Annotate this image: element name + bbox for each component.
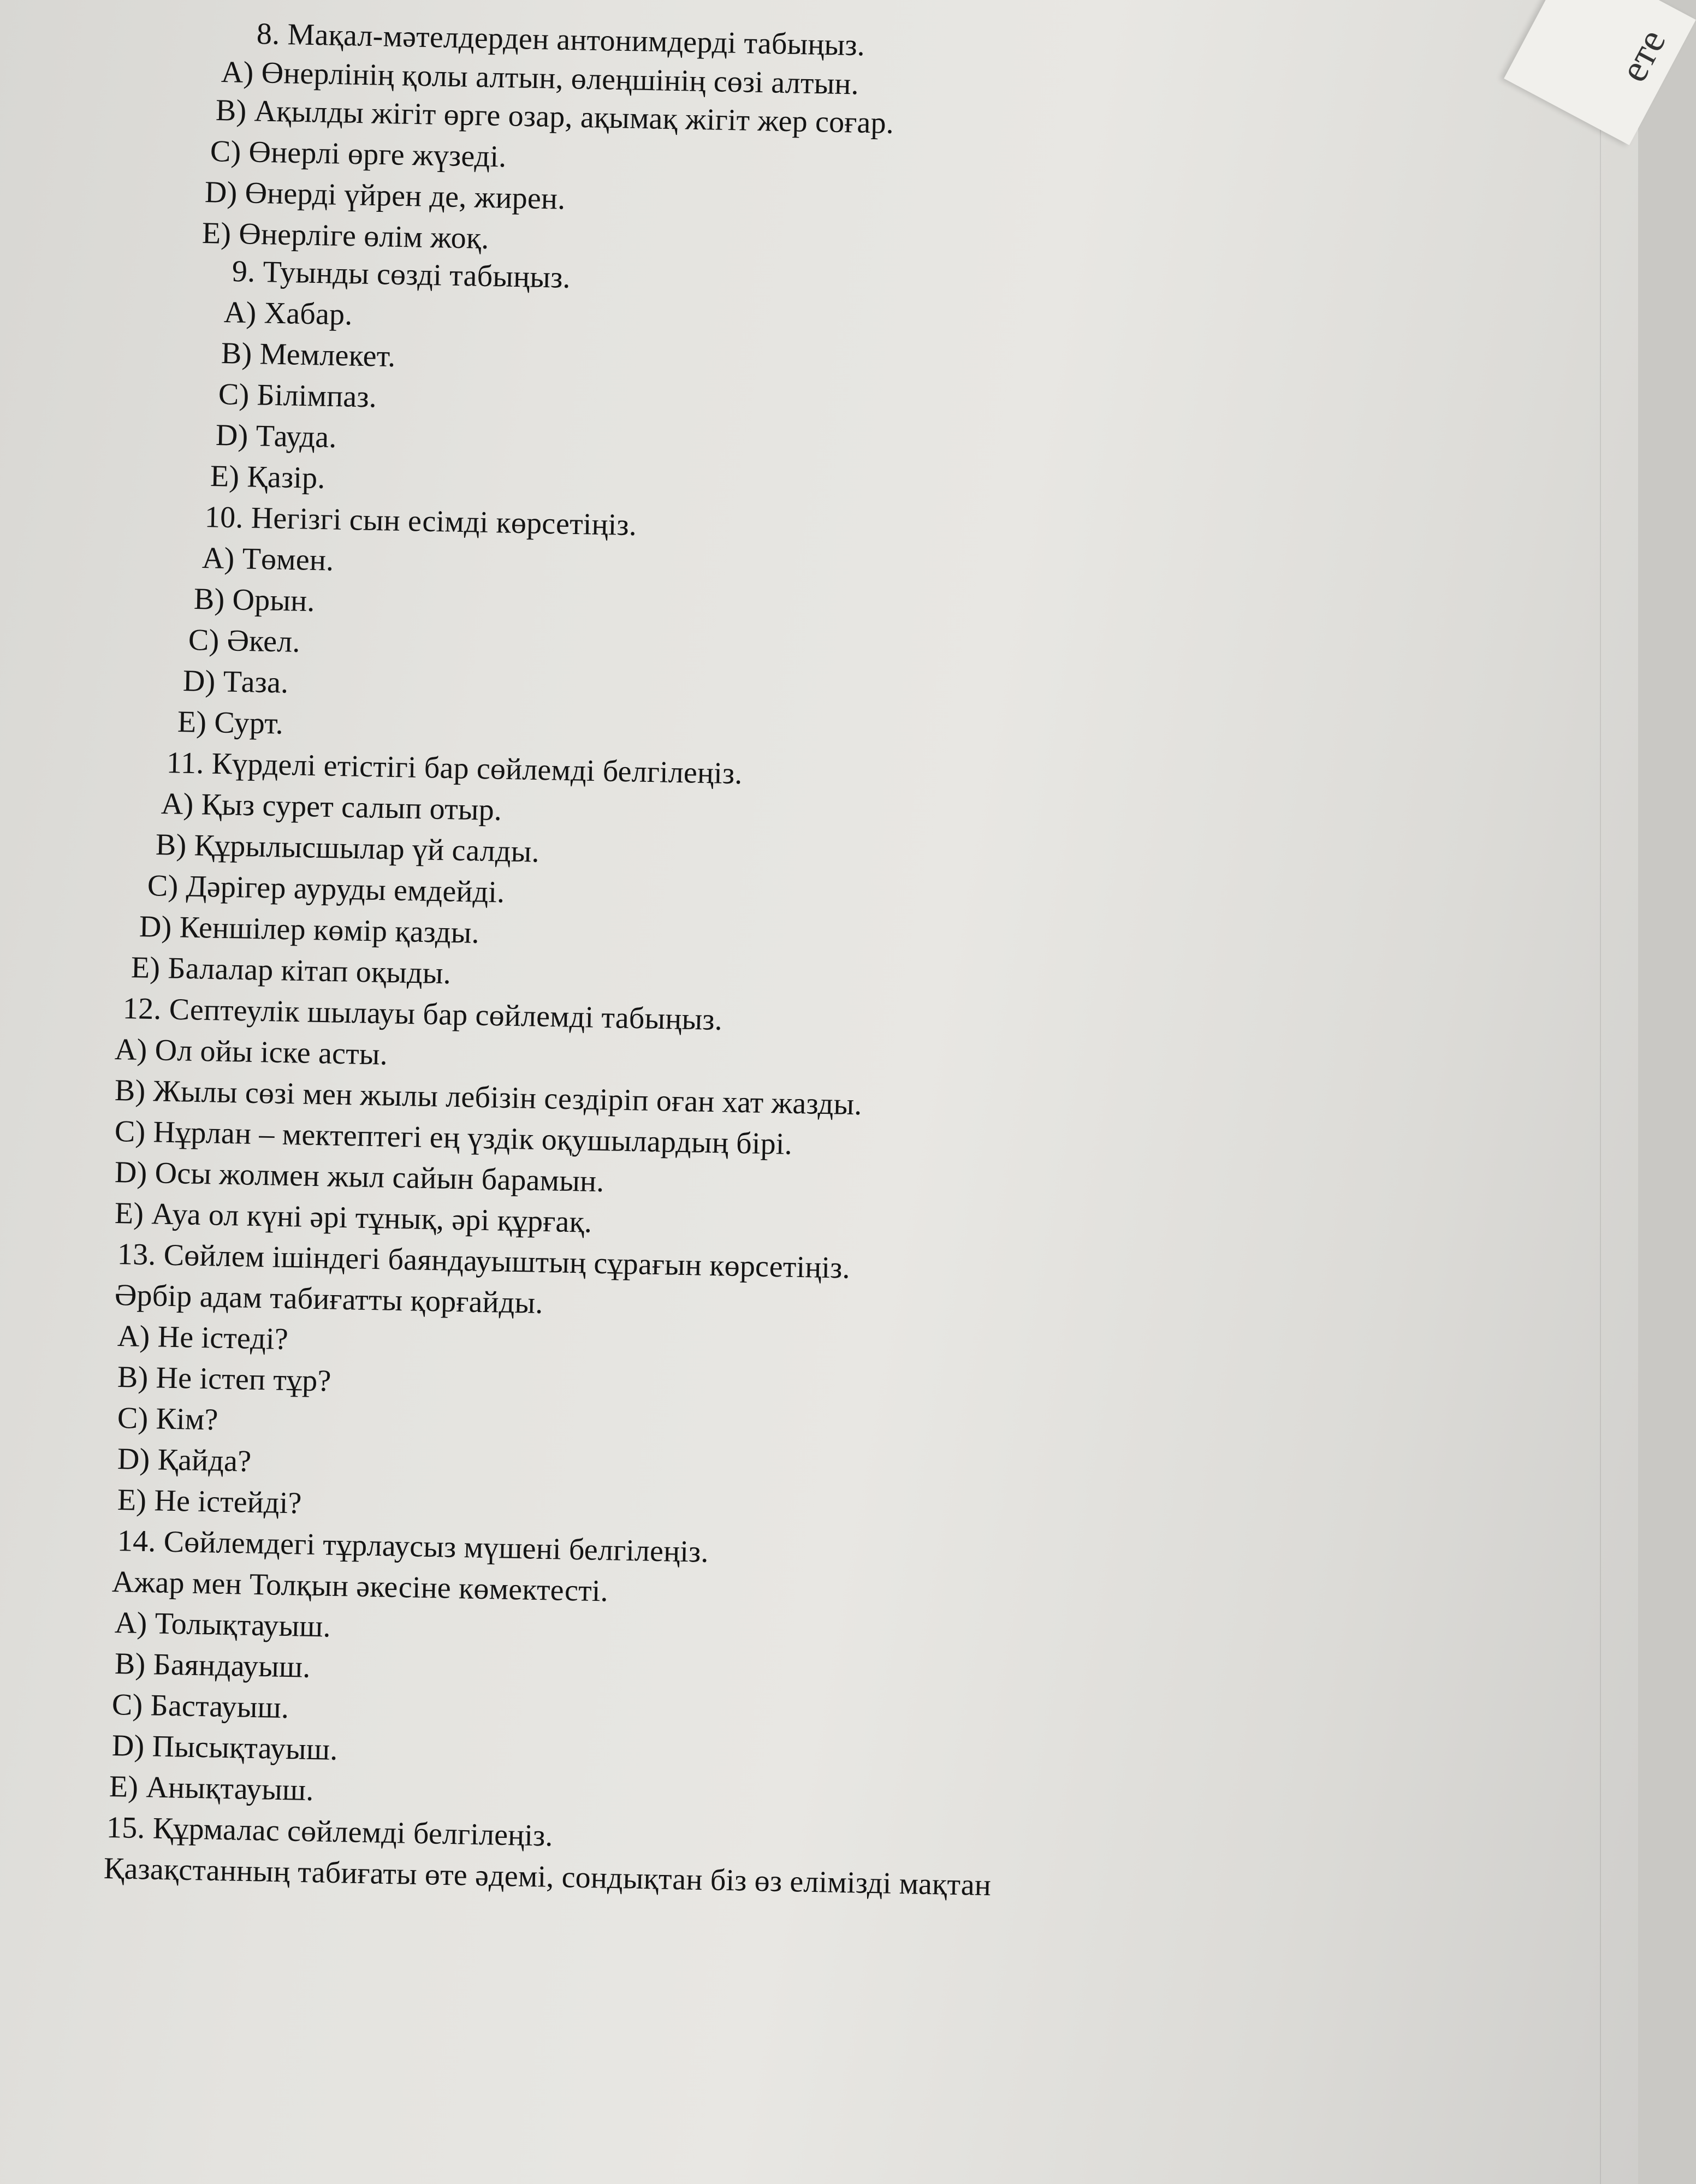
paper-fold <box>1600 0 1601 2184</box>
question-9 <box>232 254 571 295</box>
answer-option: C) Әкел. <box>188 623 301 659</box>
answer-option: E) Ауа ол күні әрі тұнық, әрі құрғақ. <box>114 1196 592 1239</box>
answer-option: A) Не істеді? <box>117 1319 289 1357</box>
question-text: Мақал-мәтелдерден антонимдерді табыңыз. <box>287 17 865 63</box>
answer-option: C) Өнерлі өрге жүзеді. <box>210 134 507 174</box>
answer-option: E) Анықтауыш. <box>109 1770 315 1808</box>
question-13 <box>117 1237 850 1286</box>
question-sentence: Қазақстанның табиғаты өте әдемі, сондықтан біз өз елімізді мақтан <box>103 1851 992 1903</box>
answer-option: C) Кім? <box>117 1401 219 1437</box>
question-text: Сөйлемдегі тұрлаусыз мүшені белгілеңіз. <box>163 1524 709 1569</box>
answer-option: A) Хабар. <box>223 295 353 332</box>
question-12 <box>122 991 722 1037</box>
question-number: 9. <box>232 254 256 289</box>
answer-option: D) Таза. <box>182 664 289 700</box>
question-number: 14. <box>117 1524 157 1559</box>
answer-option: D) Тауда. <box>215 418 337 455</box>
answer-option: E) Қазір. <box>210 459 326 496</box>
answer-option: B) Не істеп тұр? <box>117 1360 332 1398</box>
question-11 <box>166 745 743 791</box>
answer-option: A) Қыз сурет салып отыр. <box>161 787 502 827</box>
answer-option: D) Осы жолмен жыл сайын барамын. <box>114 1155 605 1199</box>
answer-option: B) Мемлекет. <box>221 336 396 374</box>
question-text: Құрмалас сөйлемді белгілеңіз. <box>152 1811 554 1853</box>
answer-option: A) Өнерлінің қолы алтын, өлеңшінің сөзі алтын. <box>221 55 859 102</box>
answer-option: C) Нұрлан – мектептегі ең үздік оқушылардың бірі. <box>114 1114 793 1161</box>
question-number: 15. <box>106 1811 146 1845</box>
question-number: 11. <box>166 746 205 781</box>
question-sentence: Әрбір адам табиғатты қорғайды. <box>114 1278 544 1321</box>
answer-option: B) Жылы сөзі мен жылы лебізін сездіріп оған хат жазды. <box>114 1073 863 1122</box>
answer-option: C) Білімпаз. <box>218 377 377 414</box>
question-sentence: Ажар мен Толқын әкесіне көмектесті. <box>111 1565 609 1609</box>
question-number: 13. <box>117 1237 157 1272</box>
answer-option: A) Ол ойы іске асты. <box>114 1032 388 1072</box>
answer-option: B) Орын. <box>193 582 316 619</box>
question-number: 8. <box>256 17 280 51</box>
answer-option: E) Сурт. <box>177 705 284 741</box>
answer-option: A) Төмен. <box>201 541 334 578</box>
answer-option: B) Ақылды жігіт өрге озар, ақымақ жігіт жер соғар. <box>215 93 894 140</box>
question-15 <box>106 1810 553 1854</box>
answer-option: D) Кеншілер көмір қазды. <box>139 910 480 950</box>
question-14 <box>117 1523 709 1570</box>
question-number: 10. <box>204 500 244 535</box>
question-8 <box>256 16 865 63</box>
answer-option: D) Өнерді үйрен де, жирен. <box>204 175 566 216</box>
question-text: Септеулік шылауы бар сөйлемді табыңыз. <box>169 992 723 1037</box>
answer-option: E) Балалар кітап оқыды. <box>131 951 452 991</box>
question-text: Сөйлем ішіндегі баяндауыштың сұрағын көрсетіңіз. <box>163 1238 851 1285</box>
answer-option: B) Құрылысшылар үй салды. <box>155 828 540 869</box>
question-text: Негізгі сын есімді көрсетіңіз. <box>251 501 637 543</box>
answer-option: E) Не істейді? <box>117 1483 303 1521</box>
folded-corner <box>1504 0 1696 145</box>
answer-option: A) Толықтауыш. <box>114 1606 331 1644</box>
corner-text: ете <box>1611 22 1674 89</box>
answer-option: E) Өнерліге өлім жоқ. <box>201 216 490 256</box>
answer-option: B) Баяндауыш. <box>114 1647 311 1684</box>
answer-option: D) Қайда? <box>117 1442 252 1479</box>
question-text: Туынды сөзді табыңыз. <box>263 255 571 295</box>
question-text: Күрделі етістігі бар сөйлемді белгілеңіз. <box>211 746 743 791</box>
answer-option: C) Бастауыш. <box>111 1688 289 1725</box>
question-number: 12. <box>122 992 162 1026</box>
question-10 <box>204 500 637 543</box>
answer-option: D) Пысықтауыш. <box>111 1729 339 1767</box>
answer-option: C) Дәрігер ауруды емдейді. <box>147 869 505 910</box>
